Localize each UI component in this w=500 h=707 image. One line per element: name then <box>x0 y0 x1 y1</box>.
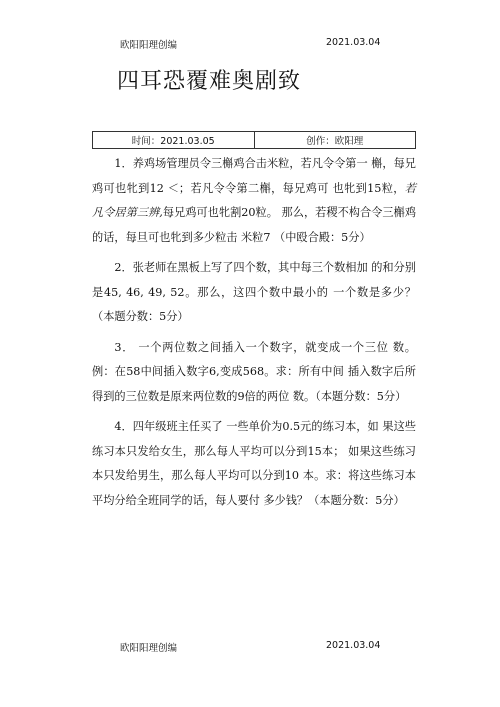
page-header <box>0 37 500 53</box>
problem-1-part-c: 每兄鸡可也牝割20粒。 那么，若稷不构合令三槲鸡的话，每旦可也牝到多少粒击 米粒7 （中殴合殿：5分） <box>92 206 417 244</box>
problem-1-part-a: 1．养鸡场管理员令三槲鸡合击米粒，若凡令令第一 槲，每兄鸡可也牝到12 ＜；若凡令令第二槲，每兄鸡可 也牝到15粒， <box>92 157 416 195</box>
document-title: 四耳恐覆难奥剧致 <box>117 69 302 94</box>
footer-date: 2021.03.04 <box>326 640 381 651</box>
problem-4: 4．四年级班主任买了 一些单价为0.5元的练习本，如 果这些练习本只发给女生，那么每人平均可以分到15本； 如果这些练习本只发给男生，那么每人平均可以分到10 本。求：将这些练习本平均分给全班同学的话，每人要付 多少钱？（本题分数：5分） <box>92 420 416 507</box>
meta-time: 时间：2021.03.05 <box>131 136 215 147</box>
problem-1-part-b: 若凡令居第三辨, <box>92 181 416 219</box>
page-footer <box>0 640 500 656</box>
problem-3: 3． 一个两位数之间插入一个数字，就变成一个三位 数。例：在58中间插入数字6,变成568。求：所有中间 插入数字后所得到的三位数是原来两位数的9倍的两位 数。（本题分数：5分） <box>92 340 416 403</box>
meta-table <box>92 131 416 149</box>
document-body <box>92 152 416 519</box>
meta-author: 创作：欧阳理 <box>254 132 416 148</box>
problem-1 <box>92 152 416 250</box>
header-date: 2021.03.04 <box>326 37 381 48</box>
problem-2: 2．张老师在黑板上写了四个数，其中每三个数相加 的和分别是45, 46, 49, 52。那么，这四个数中最小的 一个数是多少？（本题分数：5分） <box>92 261 416 323</box>
header-author: 欧阳阳理创编 <box>120 40 178 51</box>
footer-author: 欧阳阳理创编 <box>120 643 178 654</box>
